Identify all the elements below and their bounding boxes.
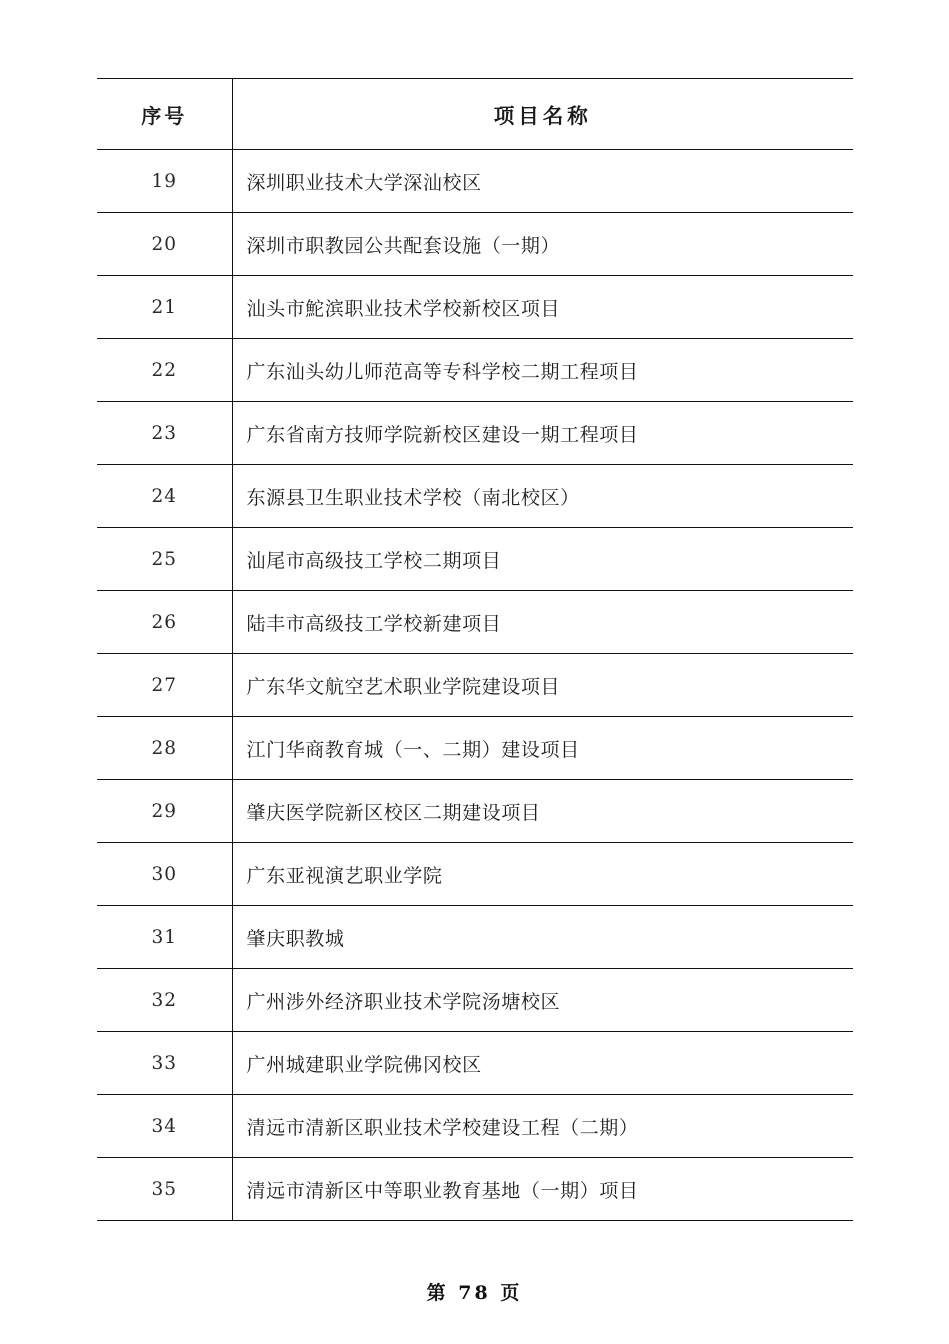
table-row [97,969,853,1032]
table-body [97,150,853,1221]
row-name-cell [232,465,853,528]
project-name: 清远市清新区中等职业教育基地（一期）项目 [246,1179,639,1202]
row-index: 29 [151,800,178,822]
project-name: 广东省南方技师学院新校区建设一期工程项目 [246,423,639,446]
row-index-cell [97,780,232,843]
project-name: 江门华商教育城（一、二期）建设项目 [246,738,580,761]
project-name: 东源县卫生职业技术学校（南北校区） [246,486,580,509]
column-header-index: 序号 [97,79,232,150]
table-row [97,654,853,717]
row-index: 28 [151,737,178,759]
row-name-cell [232,213,853,276]
row-index: 26 [151,611,178,633]
row-index: 20 [151,233,178,255]
row-name-cell [232,528,853,591]
row-index: 33 [151,1052,178,1074]
row-index: 21 [151,296,178,318]
table-row [97,1095,853,1158]
table-row [97,402,853,465]
row-name-cell [232,1032,853,1095]
row-name-cell [232,969,853,1032]
project-name: 广东汕头幼儿师范高等专科学校二期工程项目 [246,360,639,383]
project-name: 广州涉外经济职业技术学院汤塘校区 [246,990,561,1013]
row-index: 35 [151,1178,178,1200]
table-row [97,213,853,276]
row-name-cell [232,654,853,717]
row-index: 30 [151,863,178,885]
table-row [97,717,853,780]
row-index: 31 [151,926,178,948]
row-index: 24 [151,485,178,507]
row-index: 22 [151,359,178,381]
table-row [97,150,853,213]
table-header [97,79,853,150]
project-list-table [97,78,853,1221]
project-name: 广东亚视演艺职业学院 [246,864,443,887]
row-name-cell [232,1158,853,1221]
table-row [97,276,853,339]
row-index-cell [97,969,232,1032]
project-name: 汕尾市高级技工学校二期项目 [246,549,502,572]
table-row [97,465,853,528]
row-index-cell [97,1095,232,1158]
row-index-cell [97,465,232,528]
row-index: 34 [151,1115,178,1137]
row-index-cell [97,1032,232,1095]
project-name: 清远市清新区职业技术学校建设工程（二期） [246,1116,639,1139]
row-name-cell [232,339,853,402]
row-index-cell [97,150,232,213]
row-name-cell [232,402,853,465]
row-name-cell [232,843,853,906]
row-index-cell [97,528,232,591]
project-name: 深圳职业技术大学深汕校区 [246,171,482,194]
row-index-cell [97,843,232,906]
table-row [97,843,853,906]
table-row [97,780,853,843]
row-index-cell [97,717,232,780]
table-row [97,528,853,591]
row-name-cell [232,906,853,969]
row-index-cell [97,654,232,717]
row-name-cell [232,276,853,339]
row-index-cell [97,339,232,402]
row-index: 27 [151,674,178,696]
table-row [97,339,853,402]
row-index-cell [97,276,232,339]
row-name-cell [232,717,853,780]
row-index-cell [97,402,232,465]
row-name-cell [232,591,853,654]
row-index: 25 [151,548,178,570]
row-index: 32 [151,989,178,1011]
row-name-cell [232,1095,853,1158]
table-row [97,1032,853,1095]
project-name: 肇庆医学院新区校区二期建设项目 [246,801,541,824]
row-name-cell [232,780,853,843]
project-name: 广东华文航空艺术职业学院建设项目 [246,675,561,698]
column-header-name: 项目名称 [232,79,853,150]
table-header-row [97,79,853,150]
project-name: 汕头市鮀滨职业技术学校新校区项目 [246,297,561,320]
row-index-cell [97,1158,232,1221]
row-index-cell [97,591,232,654]
project-name: 广州城建职业学院佛冈校区 [246,1053,482,1076]
table-row [97,906,853,969]
row-name-cell [232,150,853,213]
table-row [97,1158,853,1221]
project-name: 陆丰市高级技工学校新建项目 [246,612,502,635]
row-index-cell [97,906,232,969]
row-index: 23 [151,422,178,444]
table-row [97,591,853,654]
row-index: 19 [151,170,178,192]
page-footer: 第 78 页 [426,1282,523,1304]
project-name: 肇庆职教城 [246,927,345,950]
project-name: 深圳市职教园公共配套设施（一期） [246,234,561,257]
row-index-cell [97,213,232,276]
